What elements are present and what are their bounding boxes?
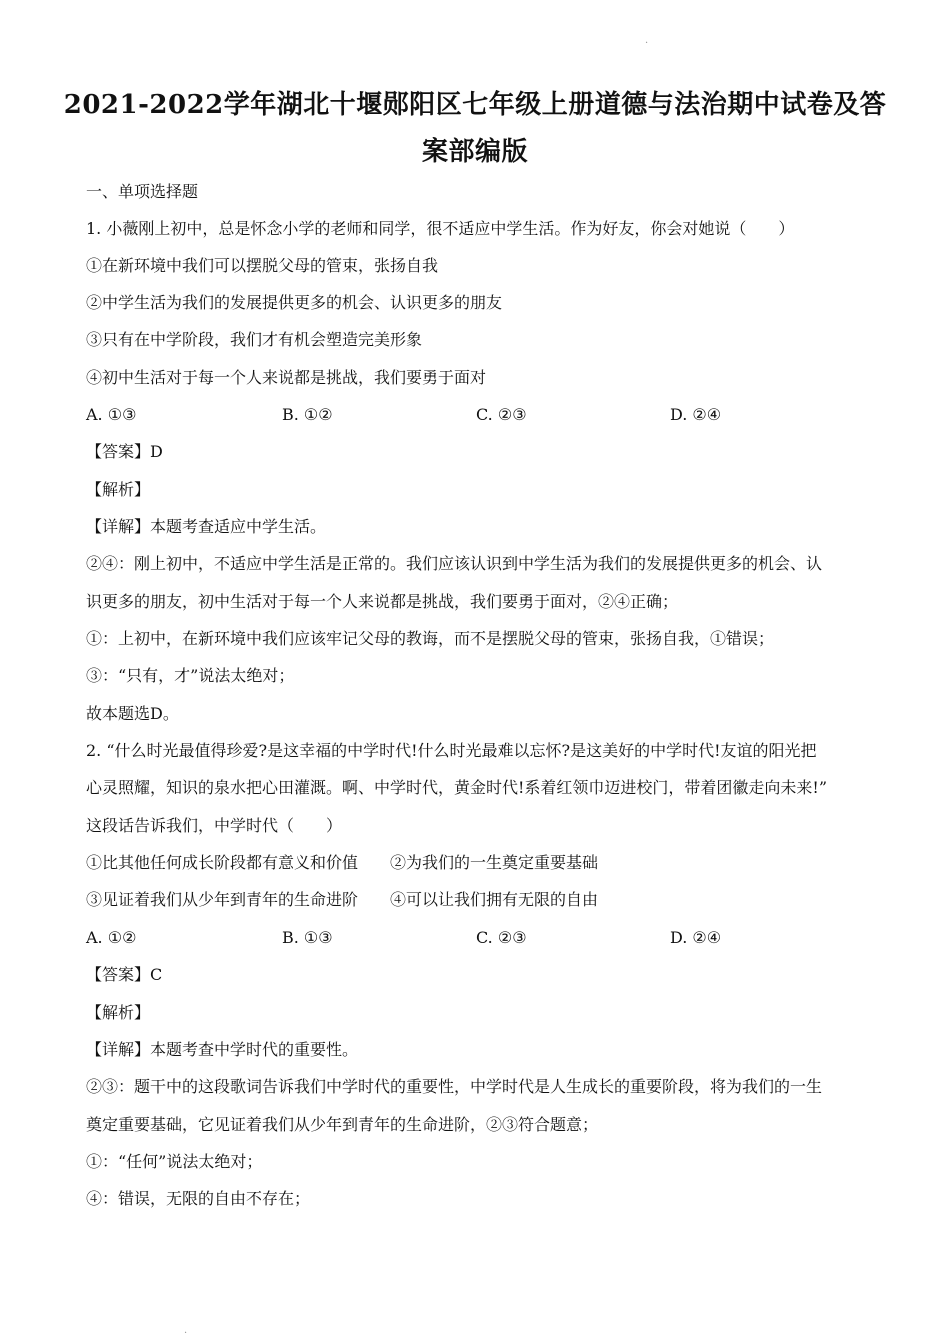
q1-explanation-3: ①：上初中，在新环境中我们应该牢记父母的教诲，而不是摆脱父母的管束，张扬自我，①错误； xyxy=(86,629,775,648)
q1-stem: 1. 小薇刚上初中，总是怀念小学的老师和同学，很不适应中学生活。作为好友，你会对她说（ ） xyxy=(86,219,795,238)
q2-option-b: B. ①③ xyxy=(282,928,333,947)
q1-item-2: ②中学生活为我们的发展提供更多的机会、认识更多的朋友 xyxy=(86,293,503,312)
q1-answer: 【答案】D xyxy=(86,442,163,461)
q2-option-d: D. ②④ xyxy=(670,928,722,947)
section-heading: 一、单项选择题 xyxy=(86,182,199,201)
q2-explanation-4: ④：错误，无限的自由不存在； xyxy=(86,1189,311,1208)
q2-analysis-label: 【解析】 xyxy=(86,1003,151,1022)
q2-explanation-3: ①：“任何”说法太绝对； xyxy=(86,1152,263,1171)
q2-stem-3: 这段话告诉我们，中学时代（ ） xyxy=(86,816,343,835)
q1-item-3: ③只有在中学阶段，我们才有机会塑造完美形象 xyxy=(86,330,423,349)
q2-items-row-1: ①比其他任何成长阶段都有意义和价值 ②为我们的一生奠定重要基础 xyxy=(86,853,599,872)
q1-option-d: D. ②④ xyxy=(670,405,722,424)
q1-option-b: B. ①② xyxy=(282,405,333,424)
q1-detail: 【详解】本题考查适应中学生活。 xyxy=(86,517,327,536)
scan-speck: · xyxy=(645,38,649,49)
q1-option-c: C. ②③ xyxy=(476,405,527,424)
q2-explanation-1: ②③：题干中的这段歌词告诉我们中学时代的重要性，中学时代是人生成长的重要阶段，将为我们的一生 xyxy=(86,1077,823,1096)
q2-items-row-2: ③见证着我们从少年到青年的生命进阶 ④可以让我们拥有无限的自由 xyxy=(86,890,599,909)
q1-option-a: A. ①③ xyxy=(86,405,137,424)
q1-explanation-1: ②④：刚上初中，不适应中学生活是正常的。我们应该认识到中学生活为我们的发展提供更多的机会、认 xyxy=(86,554,823,573)
q2-answer: 【答案】C xyxy=(86,965,163,984)
q2-stem-1: 2. “什么时光最值得珍爱?是这幸福的中学时代!什么时光最难以忘怀?是这美好的中学时代!友谊的阳光把 xyxy=(86,741,817,760)
q1-explanation-4: ③：“只有，才”说法太绝对； xyxy=(86,666,295,685)
q1-item-4: ④初中生活对于每一个人来说都是挑战，我们要勇于面对 xyxy=(86,368,487,387)
q2-explanation-2: 奠定重要基础，它见证着我们从少年到青年的生命进阶，②③符合题意； xyxy=(86,1115,599,1134)
q1-item-1: ①在新环境中我们可以摆脱父母的管束，张扬自我 xyxy=(86,256,439,275)
scan-speck-bottom: · xyxy=(184,1328,188,1339)
document-title-line1: 2021-2022学年湖北十堰郧阳区七年级上册道德与法治期中试卷及答 xyxy=(63,90,887,120)
q1-explanation-2: 识更多的朋友，初中生活对于每一个人来说都是挑战，我们要勇于面对，②④正确； xyxy=(86,592,679,611)
q2-option-a: A. ①② xyxy=(86,928,137,947)
q1-analysis-label: 【解析】 xyxy=(86,480,151,499)
q2-detail: 【详解】本题考查中学时代的重要性。 xyxy=(86,1040,359,1059)
q2-stem-2: 心灵照耀，知识的泉水把心田灌溉。啊、中学时代，黄金时代!系着红领巾迈进校门，带着团徽走向未来!” xyxy=(86,778,828,797)
document-title-line2: 案部编版 xyxy=(421,137,528,167)
q2-option-c: C. ②③ xyxy=(476,928,527,947)
q1-explanation-5: 故本题选D。 xyxy=(86,704,179,723)
